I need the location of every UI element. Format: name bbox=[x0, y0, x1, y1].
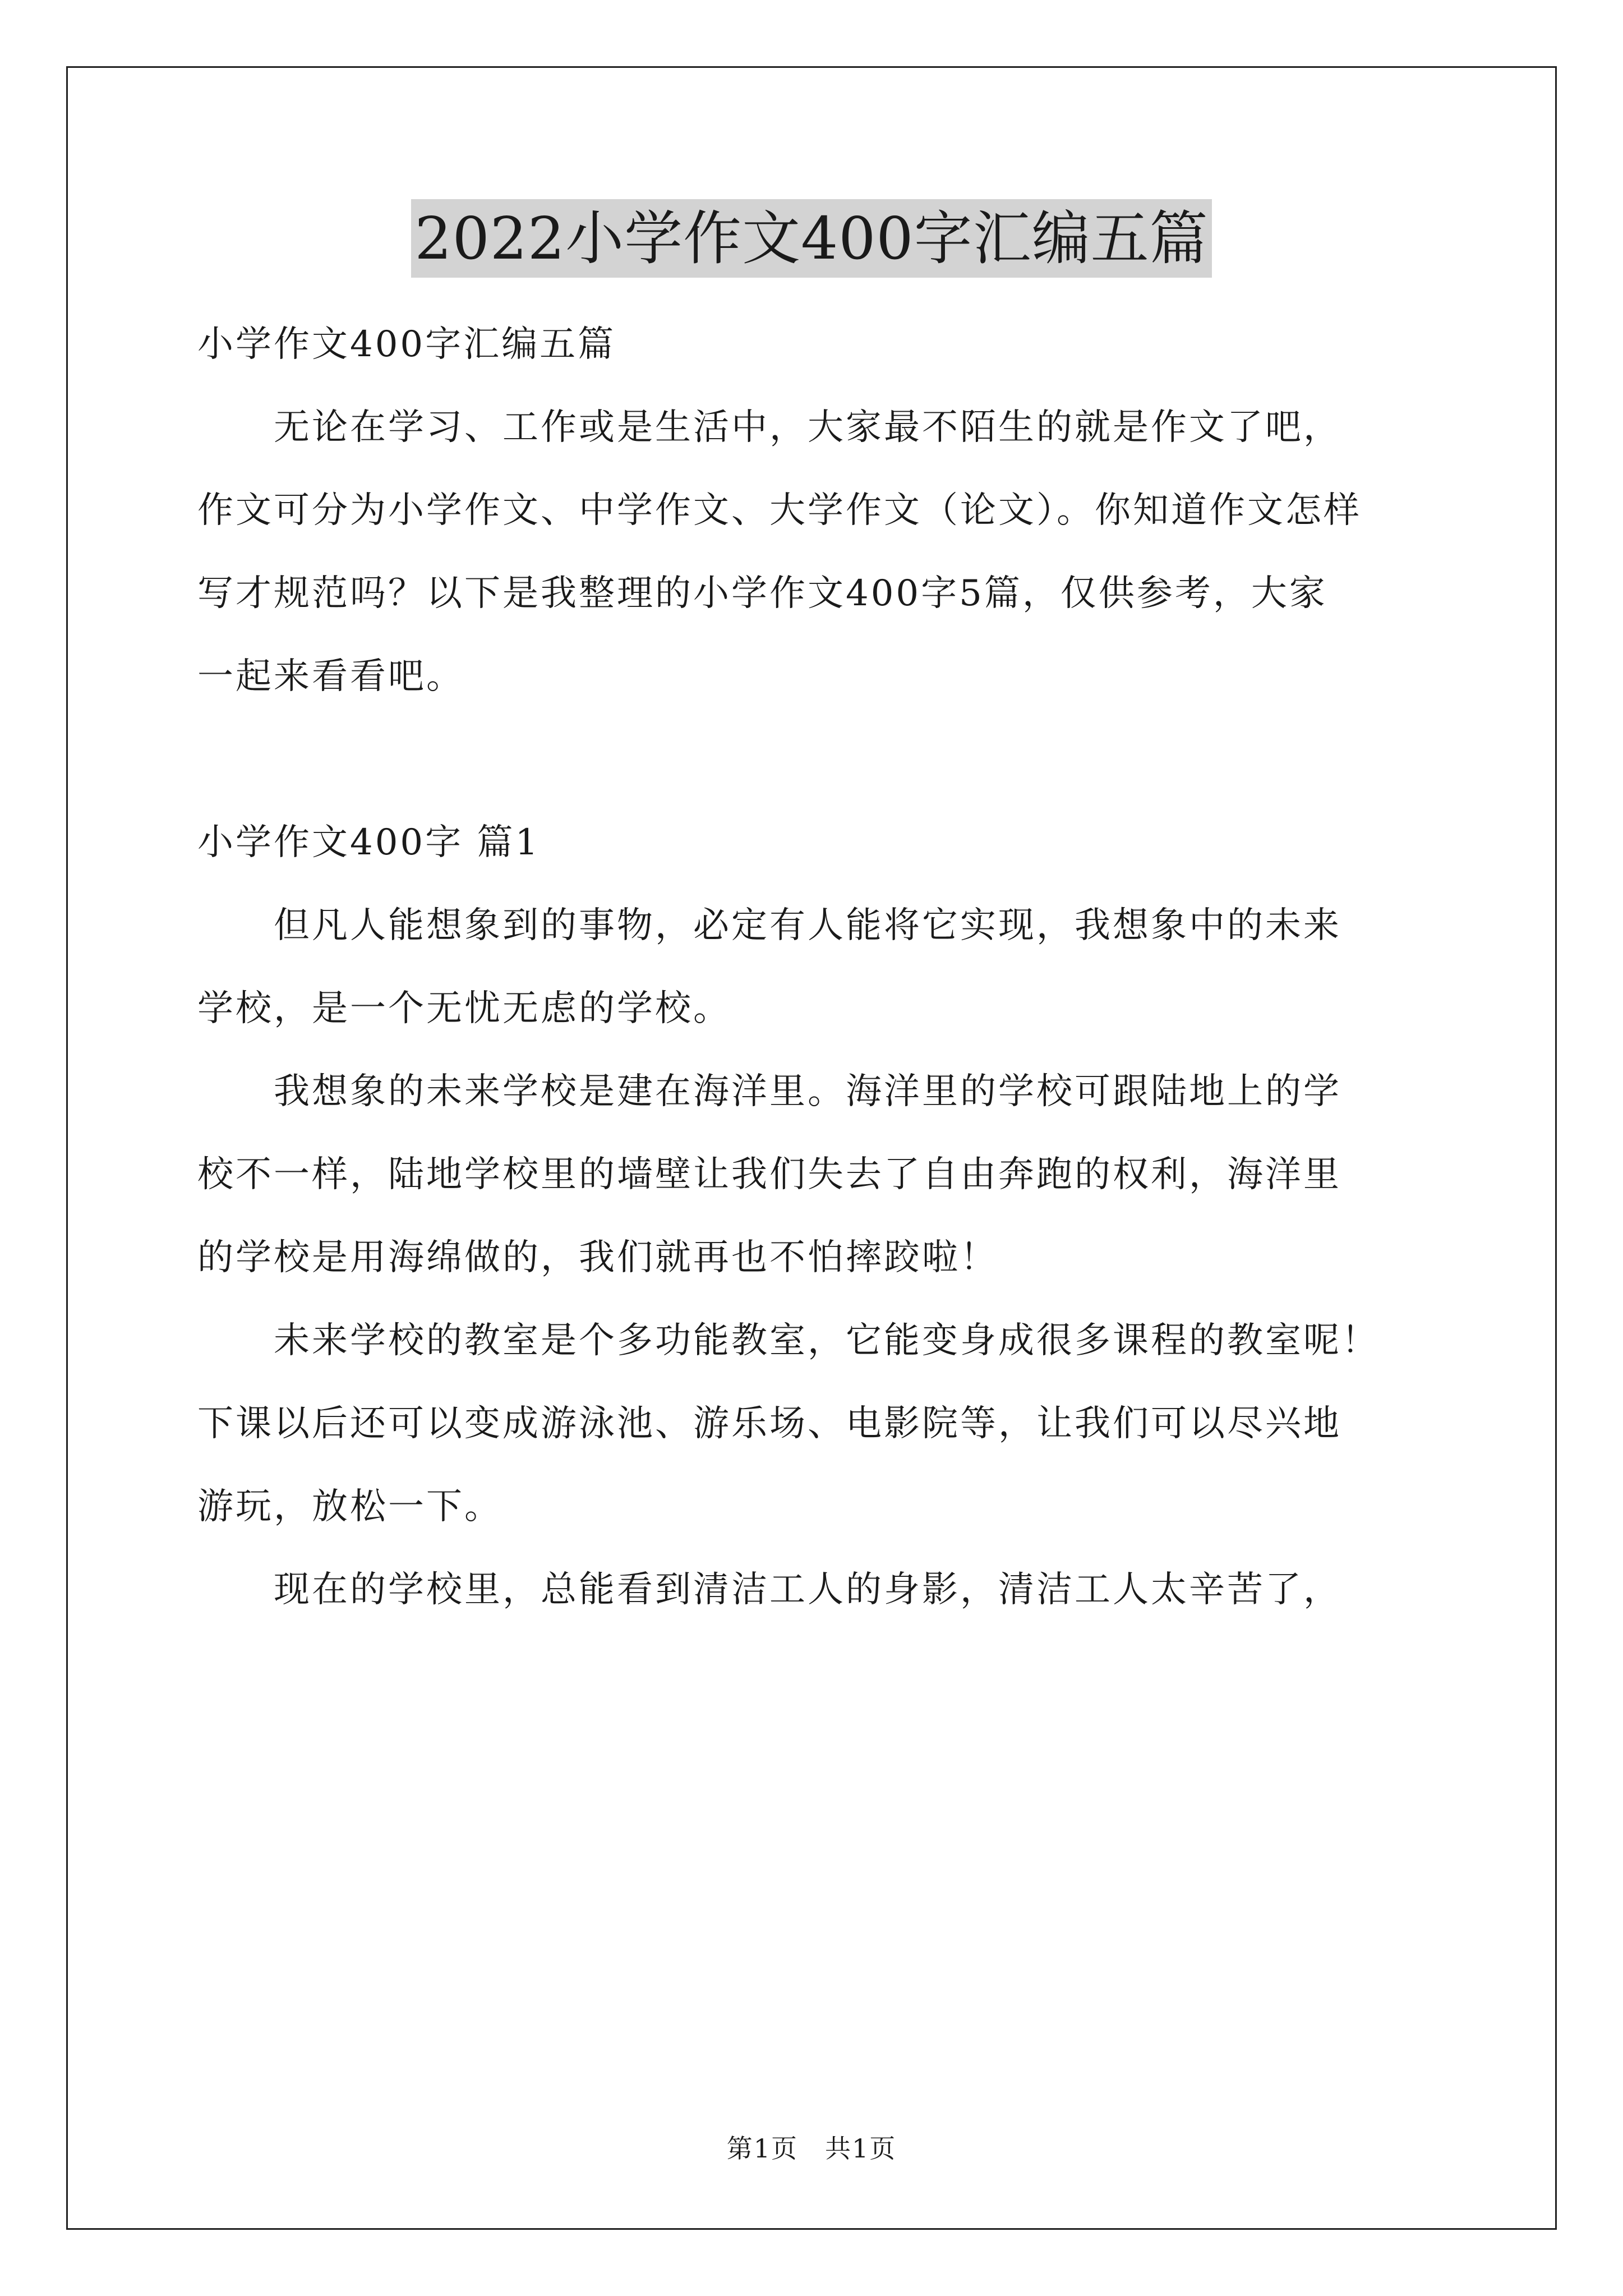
document-body bbox=[197, 303, 1431, 1631]
page-footer: 第1页 共1页 bbox=[726, 2133, 897, 2164]
body-line: 现在的学校里，总能看到清洁工人的身影，清洁工人太辛苦了， bbox=[197, 1569, 1341, 1611]
body-line: 但凡人能想象到的事物，必定有人能将它实现，我想象中的未来 bbox=[197, 905, 1341, 946]
body-line: 我想象的未来学校是建在海洋里。海洋里的学校可跟陆地上的学 bbox=[197, 1071, 1341, 1112]
body-line: 下课以后还可以变成游泳池、游乐场、电影院等，让我们可以尽兴地 bbox=[197, 1403, 1341, 1444]
body-line: 未来学校的教室是个多功能教室，它能变身成很多课程的教室呢！ bbox=[197, 1320, 1380, 1361]
intro-line: 写才规范吗？以下是我整理的小学作文400字5篇，仅供参考，大家 bbox=[197, 573, 1327, 614]
spacer bbox=[197, 718, 1431, 801]
intro-line: 作文可分为小学作文、中学作文、大学作文（论文）。你知道作文怎样 bbox=[197, 490, 1362, 531]
document-title: 2022小学作文400字汇编五篇 bbox=[411, 199, 1211, 278]
body-line: 游玩，放松一下。 bbox=[197, 1486, 502, 1527]
intro-line: 一起来看看吧。 bbox=[197, 656, 464, 697]
section-heading: 小学作文400字 篇1 bbox=[197, 822, 541, 863]
body-line: 的学校是用海绵做的，我们就再也不怕摔跤啦！ bbox=[197, 1237, 998, 1278]
intro-line: 无论在学习、工作或是生活中，大家最不陌生的就是作文了吧， bbox=[197, 407, 1341, 448]
body-line: 校不一样，陆地学校里的墙壁让我们失去了自由奔跑的权利，海洋里 bbox=[197, 1154, 1341, 1195]
title-container bbox=[0, 199, 1623, 278]
subtitle: 小学作文400字汇编五篇 bbox=[197, 324, 616, 365]
body-line: 学校，是一个无忧无虑的学校。 bbox=[197, 988, 731, 1029]
